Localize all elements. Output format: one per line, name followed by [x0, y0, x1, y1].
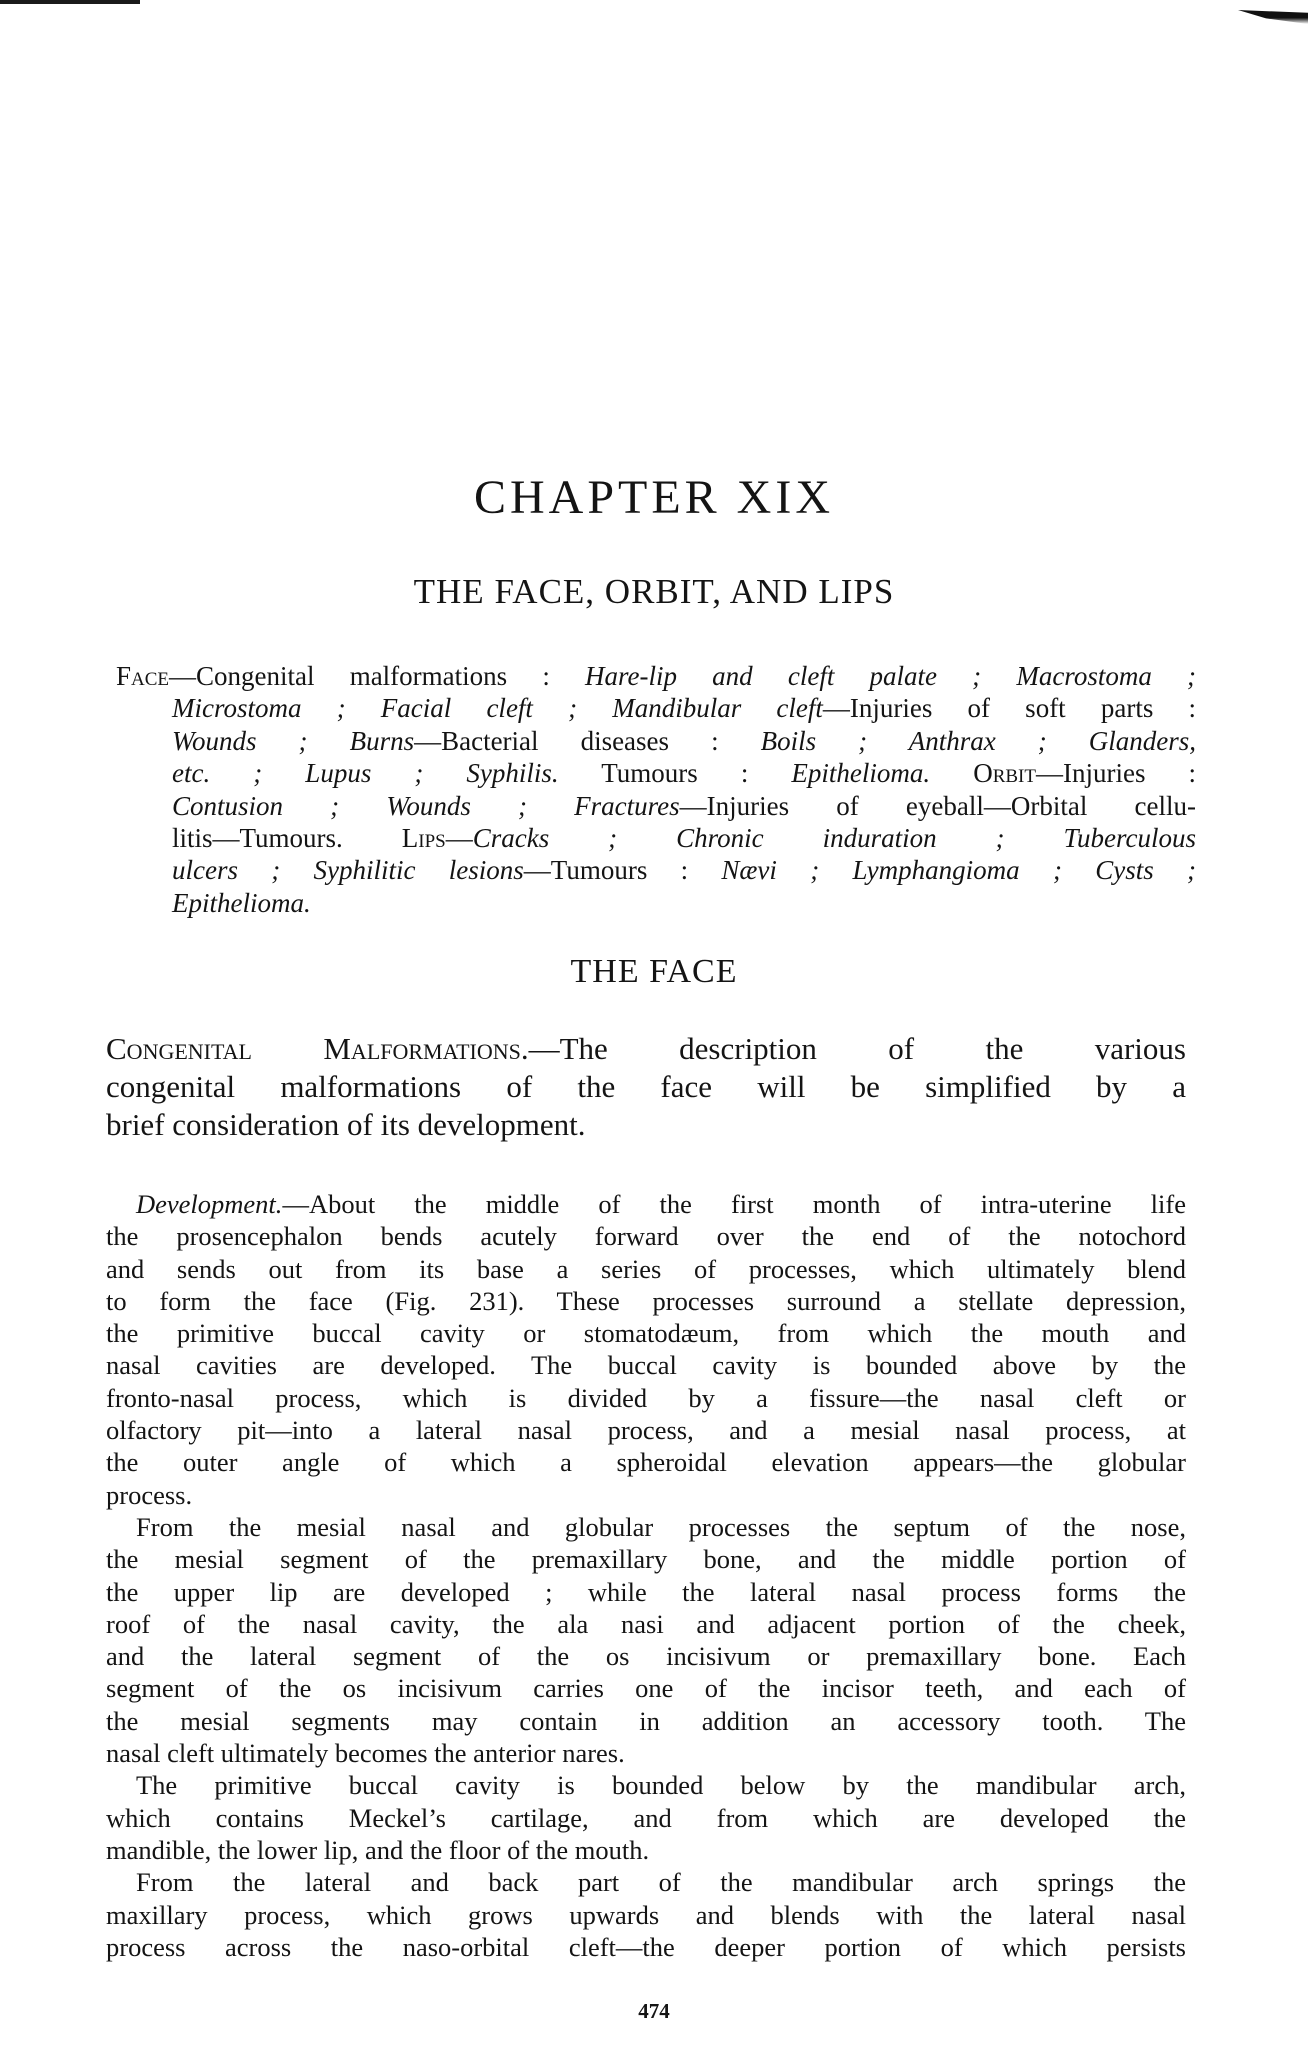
body-line — [106, 1543, 1186, 1575]
italic-run: Contusion ; Wounds ; Fractures — [172, 790, 680, 821]
text-run: —The description of the various — [528, 1031, 1186, 1066]
body-line — [106, 1737, 1186, 1769]
text-run: the mesial segments may contain in addition an accessory tooth. The — [106, 1705, 1186, 1736]
synopsis-line — [116, 660, 1196, 692]
text-run: the outer angle of which a spheroidal elevation appears—the globular — [106, 1447, 1186, 1478]
text-run: —About the middle of the first month of intra-uterine life — [282, 1189, 1186, 1219]
text-run: — — [445, 823, 473, 854]
text-run: From the mesial nasal and globular processes the septum of the nose, — [136, 1511, 1186, 1542]
text-run: nasal cleft ultimately becomes the anterior nares. — [106, 1738, 625, 1769]
synopsis-line — [116, 725, 1196, 757]
synopsis-line — [116, 854, 1196, 886]
text-run: —Injuries of soft parts : — [822, 693, 1196, 724]
body-line — [106, 1220, 1186, 1252]
body-line — [106, 1349, 1186, 1381]
small-caps-run: Orbit — [973, 758, 1036, 789]
intro-line — [106, 1030, 1186, 1068]
body-line — [106, 1382, 1186, 1414]
body-line — [106, 1802, 1186, 1834]
text-run: —Injuries : — [1035, 758, 1197, 789]
body-line — [106, 1285, 1186, 1317]
italic-run: Microstoma ; Facial cleft ; Mandibular cleft — [172, 693, 823, 724]
body-text — [106, 1188, 1186, 1963]
body-line — [106, 1672, 1186, 1704]
intro-paragraph — [106, 1030, 1186, 1144]
small-caps-run: Congenital Malformations. — [106, 1031, 529, 1066]
text-run: the mesial segment of the premaxillary bone, and the middle portion of — [106, 1544, 1186, 1575]
text-run: the upper lip are developed ; while the lateral nasal process forms the — [106, 1576, 1186, 1607]
italic-run: Wounds ; Burns — [172, 725, 415, 756]
text-run: litis—Tumours. — [172, 823, 402, 854]
intro-line — [106, 1068, 1186, 1106]
italic-run: Epithelioma. — [172, 887, 311, 918]
text-run: the prosencephalon bends acutely forward over the end of the notochord — [106, 1221, 1186, 1252]
body-line — [106, 1414, 1186, 1446]
text-run: The primitive buccal cavity is bounded below by the mandibular arch, — [136, 1770, 1186, 1801]
page-number: 474 — [638, 1999, 670, 2023]
body-line — [106, 1705, 1186, 1737]
italic-run: etc. ; Lupus ; Syphilis. — [172, 758, 559, 789]
small-caps-run: Lips — [401, 823, 446, 854]
text-run: the primitive buccal cavity or stomatodæum, from which the mouth and — [106, 1318, 1186, 1349]
text-run: segment of the os incisivum carries one of the incisor teeth, and each of — [106, 1673, 1186, 1704]
chapter-title: THE FACE, ORBIT, AND LIPS — [413, 572, 895, 611]
body-line — [106, 1446, 1186, 1478]
synopsis-line — [116, 790, 1196, 822]
text-run: —Injuries of eyeball—Orbital cellu- — [679, 790, 1196, 821]
synopsis-line — [116, 692, 1196, 724]
text-run — [930, 758, 973, 788]
small-caps-run: Face — [116, 661, 170, 691]
italic-run: Nævi ; Lymphangioma ; Cysts ; — [721, 855, 1196, 886]
body-line — [106, 1769, 1186, 1801]
body-line — [106, 1317, 1186, 1349]
synopsis-line — [116, 887, 1196, 919]
body-line — [106, 1188, 1186, 1220]
text-run: congenital malformations of the face will be simplified by a — [106, 1069, 1186, 1104]
body-line — [106, 1866, 1186, 1898]
body-line — [106, 1931, 1186, 1963]
intro-line — [106, 1106, 1186, 1144]
text-run: fronto-nasal process, which is divided by a fissure—the nasal cleft or — [106, 1382, 1186, 1413]
text-run: —Tumours : — [523, 855, 722, 886]
scan-edge-mark — [0, 0, 140, 4]
text-run: mandible, the lower lip, and the floor of the mouth. — [106, 1834, 650, 1865]
text-run: maxillary process, which grows upwards and blends with the lateral nasal — [106, 1899, 1186, 1930]
body-line — [106, 1640, 1186, 1672]
text-run: Tumours : — [558, 758, 792, 789]
italic-run: Boils ; Anthrax ; Glanders, — [760, 725, 1196, 756]
text-run: From the lateral and back part of the mandibular arch springs the — [136, 1867, 1186, 1898]
body-line — [106, 1253, 1186, 1285]
italic-run: Development. — [136, 1189, 283, 1219]
italic-run: Epithelioma. — [791, 758, 931, 789]
text-run: nasal cavities are developed. The buccal cavity is bounded above by the — [106, 1350, 1186, 1381]
text-run: —Bacterial diseases : — [414, 725, 761, 756]
text-run: roof of the nasal cavity, the ala nasi and adjacent portion of the cheek, — [106, 1608, 1186, 1639]
text-run: olfactory pit—into a lateral nasal process, and a mesial nasal process, at — [106, 1415, 1186, 1446]
text-run: brief consideration of its development. — [106, 1107, 586, 1142]
synopsis-line — [116, 757, 1196, 789]
text-run: to form the face (Fig. 231). These processes surround a stellate depression, — [106, 1285, 1186, 1316]
body-line — [106, 1576, 1186, 1608]
body-line — [106, 1834, 1186, 1866]
italic-run: Hare-lip and cleft palate ; Macrostoma ; — [585, 661, 1196, 691]
chapter-synopsis — [116, 660, 1196, 919]
text-run: which contains Meckel’s cartilage, and from which are developed the — [106, 1802, 1186, 1833]
text-run: and the lateral segment of the os incisivum or premaxillary bone. Each — [106, 1641, 1186, 1672]
text-run: and sends out from its base a series of processes, which ultimately blend — [106, 1253, 1186, 1284]
italic-run: Cracks ; Chronic induration ; Tuberculous — [472, 823, 1196, 854]
body-line — [106, 1899, 1186, 1931]
text-run: —Congenital malformations : — [169, 661, 586, 691]
scan-edge-mark — [1238, 10, 1308, 24]
text-run: process. — [106, 1479, 193, 1510]
chapter-number: CHAPTER XIX — [473, 471, 834, 524]
body-line — [106, 1479, 1186, 1511]
body-line — [106, 1608, 1186, 1640]
section-heading: THE FACE — [570, 953, 738, 990]
synopsis-line — [116, 822, 1196, 854]
text-run: process across the naso-orbital cleft—the deeper portion of which persists — [106, 1931, 1186, 1962]
body-line — [106, 1511, 1186, 1543]
italic-run: ulcers ; Syphilitic lesions — [172, 855, 524, 886]
